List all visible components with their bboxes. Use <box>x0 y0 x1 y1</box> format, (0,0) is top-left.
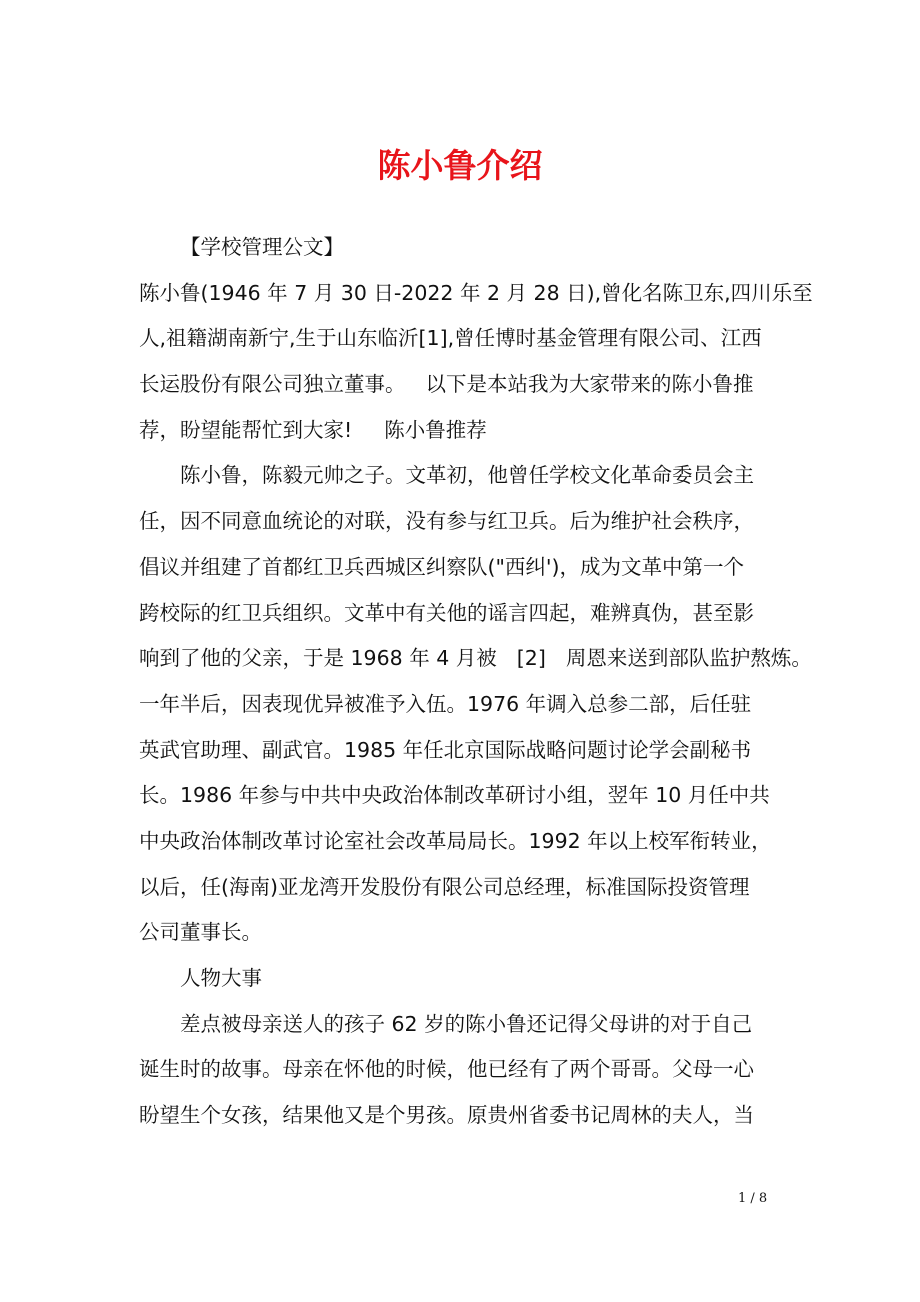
paragraph-line: 公司董事长。 <box>139 920 262 945</box>
text-segment: 荐，盼望能帮忙到大家! <box>139 417 353 442</box>
text-segment: 响到了他的父亲，于是 1968 年 4 月被 <box>139 646 497 671</box>
paragraph-line <box>139 362 789 408</box>
section-heading: 人物大事 <box>180 966 262 990</box>
paragraph-line: 陈小鲁，陈毅元帅之子。文革初，他曾任学校文化革命委员会主 <box>180 463 754 488</box>
paragraph-line: 陈小鲁(1946 年 7 月 30 日-2022 年 2 月 28 日),曾化名陈卫东,四川乐至 <box>139 280 813 305</box>
paragraph-line: 以后，任(海南)亚龙湾开发股份有限公司总经理，标准国际投资管理 <box>139 874 750 899</box>
paragraph-line: 盼望生个女孩，结果他又是个男孩。原贵州省委书记周林的夫人，当 <box>139 1103 754 1128</box>
paragraph-line: 任，因不同意血统论的对联，没有参与红卫兵。后为维护社会秩序， <box>139 509 754 534</box>
paragraph-line <box>139 636 812 682</box>
paragraph-line: 跨校际的红卫兵组织。文革中有关他的谣言四起，难辨真伪，甚至影 <box>139 600 754 625</box>
paragraph-line: 中央政治体制改革讨论室社会改革局局长。1992 年以上校军衔转业， <box>139 828 772 853</box>
text-segment: 长运股份有限公司独立董事。 <box>139 372 406 397</box>
document-body <box>139 225 813 1139</box>
section-heading: 陈小鲁推荐 <box>384 417 487 442</box>
text-segment: 周恩来送到部队监护熬炼。 <box>565 646 812 671</box>
paragraph-line: 倡议并组建了首都红卫兵西城区纠察队("西纠')，成为文革中第一个 <box>139 554 745 579</box>
text-segment: 以下是本站我为大家带来的陈小鲁推 <box>425 372 754 397</box>
document-category-label: 【学校管理公文】 <box>180 235 344 259</box>
paragraph-line: 差点被母亲送人的孩子 62 岁的陈小鲁还记得父母讲的对于自己 <box>180 1011 753 1036</box>
paragraph-line: 诞生时的故事。母亲在怀他的时候，他已经有了两个哥哥。父母一心 <box>139 1057 754 1082</box>
document-title: 陈小鲁介绍 <box>377 146 543 185</box>
page-number: 1 / 8 <box>738 1191 768 1206</box>
citation-reference[interactable]: [2] <box>516 646 546 671</box>
paragraph-line: 英武官助理、副武官。1985 年任北京国际战略问题讨论学会副秘书 <box>139 737 752 762</box>
paragraph-line: 人,祖籍湖南新宁,生于山东临沂[1],曾任博时基金管理有限公司、江西 <box>139 326 762 351</box>
paragraph-line <box>139 408 789 454</box>
paragraph-line: 长。1986 年参与中共中央政治体制改革研讨小组，翌年 10 月任中共 <box>139 783 770 808</box>
paragraph-line: 一年半后，因表现优异被准予入伍。1976 年调入总参二部，后任驻 <box>139 691 752 716</box>
